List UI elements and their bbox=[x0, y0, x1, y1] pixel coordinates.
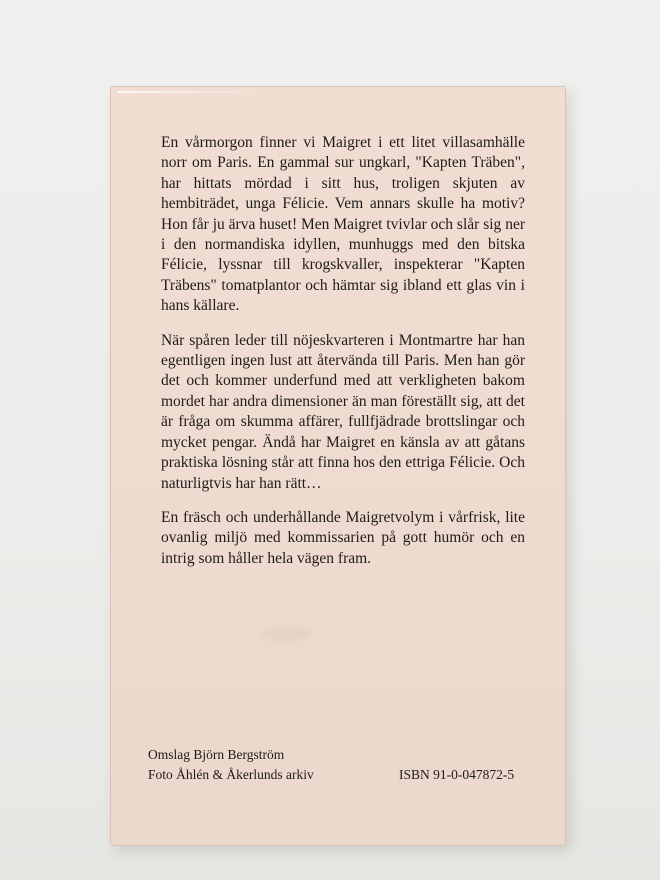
cover-smudge bbox=[261, 627, 311, 641]
blurb-paragraph-3: En fräsch och underhållande Maigretvolym i vårfrisk, lite ovanlig miljö med kommissarien på gott humör och en intrig som håller hela vägen fram. bbox=[161, 508, 525, 567]
blurb-paragraph-1: En vårmorgon finner vi Maigret i ett litet villasamhälle norr om Paris. En gammal sur ungkarl, "Kapten Träben", har hittats mördad i sitt hus, troligen skjuten av hembiträdet, unga Félicie. Vem annars skulle ha motiv? Hon får ju ärva huset! Men Maigret tvivlar och slår sig ner i den normandiska idyllen, munhuggs med den bitska Félicie, lyssnar till krogskvaller, inspekterar "Kapten Träbens" tomatplantor och hämtar sig ibland ett glas vin i hans källare. bbox=[161, 134, 525, 315]
blurb-paragraph-2: När spåren leder till nöjeskvarteren i Montmartre har han egentligen ingen lust att återvända till Paris. Men han gör det och kommer underfund med att verkligheten bakom mordet har andra dimensioner än man föreställt sig, att det är fråga om skumma affärer, fullfjädrade brottslingar och mycket pengar. Ändå har Maigret en känsla av att gåtans praktiska lösning står att finna hos den ettriga Félicie. Och naturligtvis har han rätt… bbox=[161, 331, 525, 492]
isbn-number: ISBN 91-0-047872-5 bbox=[399, 767, 515, 782]
cover-edge-wear bbox=[117, 91, 267, 93]
back-cover-blurb bbox=[161, 133, 525, 583]
cover-credits bbox=[148, 745, 314, 785]
photo-credit: Foto Åhlén & Åkerlunds arkiv bbox=[148, 767, 314, 782]
book-back-cover bbox=[110, 86, 566, 846]
cover-design-credit: Omslag Björn Bergström bbox=[148, 747, 285, 762]
